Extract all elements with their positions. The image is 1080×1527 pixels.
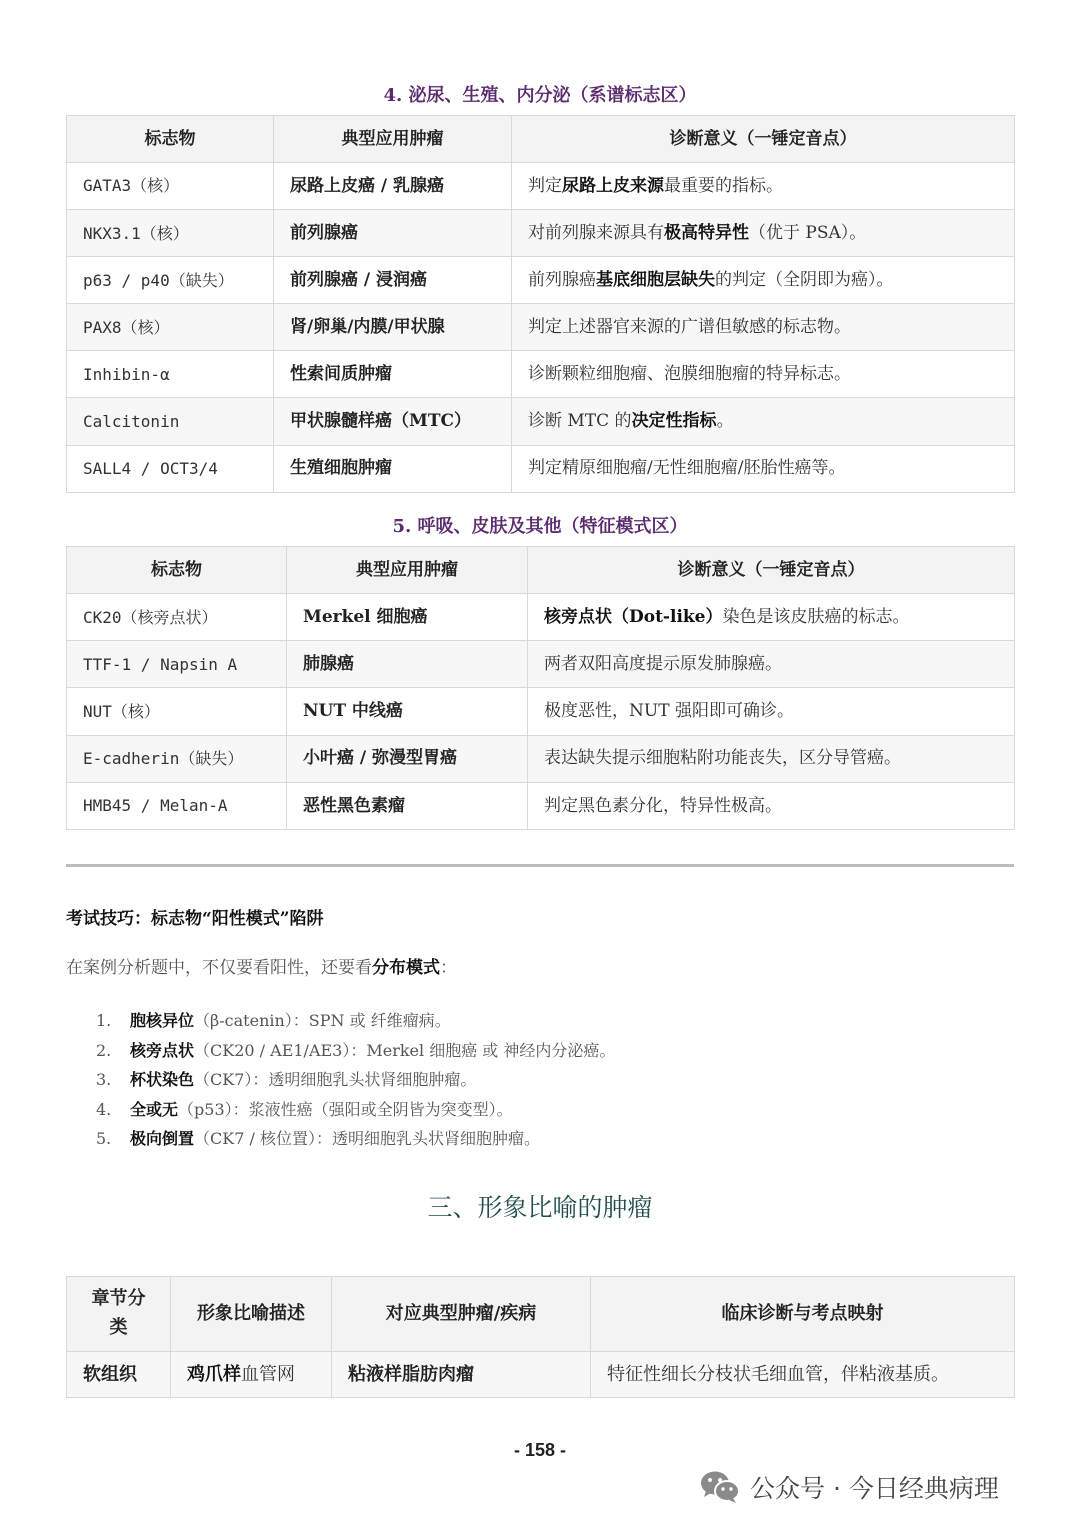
respiratory-skin-marker-table [66,546,1015,830]
marker-cell: Calcitonin [67,398,274,445]
significance-cell [512,398,1015,445]
marker-cell: CK20（核旁点状） [67,594,287,641]
wechat-watermark [700,1467,999,1507]
text-fragment: 染色是该皮肤癌的标志。 [722,606,910,627]
emphasis-text: 鸡爪样 [187,1363,241,1385]
text-fragment: 在案例分析题中，不仅要看阳性，还要看 [66,958,372,978]
text-fragment: 极度恶性，NUT 强阳即可确诊。 [544,701,794,722]
metaphor-tumor-table [66,1276,1015,1398]
list-number: 3. [96,1070,112,1089]
text-fragment: 判定精原细胞瘤/无性细胞瘤/胚胎性癌等。 [528,458,846,479]
table-row [67,641,1015,688]
marker-cell: TTF-1 / Napsin A [67,641,287,688]
marker-cell: PAX8（核） [67,304,274,351]
column-header-significance: 诊断意义（一锤定音点） [512,116,1015,163]
significance-cell [512,445,1015,492]
marker-cell: NUT（核） [67,688,287,735]
emphasis-text: 核旁点状（Dot-like） [544,606,723,627]
list-item [96,1065,615,1095]
list-number: 4. [96,1099,112,1119]
tumor-cell: Merkel 细胞癌 [287,594,528,641]
tumor-cell: 尿路上皮癌 / 乳腺癌 [274,163,512,210]
text-fragment: 前列腺癌 [528,270,596,291]
text-fragment: 的判定（全阴即为癌）。 [715,270,894,291]
text-fragment: 对前列腺来源具有 [528,222,664,243]
list-number: 1. [96,1011,112,1030]
text-fragment: （CK20 / AE1/AE3）：Merkel 细胞癌 或 神经内分泌癌。 [194,1040,616,1060]
tumor-cell: 小叶癌 / 弥漫型胃癌 [287,735,528,782]
chapter-title: 三、形象比喻的肿瘤 [427,1193,653,1222]
metaphor-cell [171,1352,332,1398]
column-header-metaphor: 形象比喻描述 [171,1277,332,1352]
marker-cell: p63 / p40（缺失） [67,257,274,304]
emphasis-text: 核旁点状 [130,1040,195,1060]
table-row [67,398,1015,445]
column-header-marker: 标志物 [67,116,274,163]
column-header-mapping: 临床诊断与考点映射 [591,1277,1015,1352]
page-number: - 158 - [513,1440,567,1460]
tumor-cell: 前列腺癌 [274,210,512,257]
exam-tip-title: 考试技巧：标志物“阳性模式”陷阱 [66,909,324,929]
column-header-marker: 标志物 [67,547,287,594]
table-row [67,163,1015,210]
mapping-cell: 特征性细长分枝状毛细血管，伴粘液基质。 [591,1352,1015,1398]
significance-cell [528,782,1015,829]
tumor-cell: 前列腺癌 / 浸润癌 [274,257,512,304]
emphasis-text: 分布模式 [372,958,440,978]
list-number: 5. [96,1129,112,1148]
exam-tip-intro [66,953,457,978]
text-fragment: 判定上述器官来源的广谱但敏感的标志物。 [528,317,851,338]
column-header-tumor: 典型应用肿瘤 [274,116,512,163]
section4-title: 4. 泌尿、生殖、内分泌（系谱标志区） [383,85,697,106]
list-item [96,1006,615,1036]
emphasis-text: 尿路上皮来源 [562,175,664,196]
text-fragment: 表达缺失提示细胞粘附功能丧失，区分导管癌。 [544,748,901,769]
tumor-cell: 肾/卵巢/内膜/甲状腺 [274,304,512,351]
column-header-significance: 诊断意义（一锤定音点） [528,547,1015,594]
significance-cell [512,257,1015,304]
emphasis-text: 全或无 [130,1099,179,1119]
marker-cell: Inhibin-α [67,351,274,398]
disease-cell: 粘液样脂肪肉瘤 [332,1352,591,1398]
significance-cell [528,641,1015,688]
text-fragment: 判定黑色素分化，特异性极高。 [544,795,782,816]
emphasis-text: 极高特异性 [664,222,749,243]
table-row [67,735,1015,782]
column-header-disease: 对应典型肿瘤/疾病 [332,1277,591,1352]
section-divider [66,864,1014,867]
text-fragment: （CK7）：透明细胞乳头状肾细胞肿瘤。 [194,1070,477,1089]
table-row [67,594,1015,641]
emphasis-text: 极向倒置 [130,1129,195,1148]
emphasis-text: 基底细胞层缺失 [596,270,715,291]
text-fragment: ： [440,958,457,978]
marker-cell: HMB45 / Melan-A [67,782,287,829]
marker-cell: E-cadherin（缺失） [67,735,287,782]
watermark-account-name: 今日经典病理 [848,1474,999,1503]
list-item [96,1095,615,1125]
text-fragment: （p53）：浆液性癌（强阳或全阴皆为突变型）。 [178,1099,513,1119]
emphasis-text: 杯状染色 [130,1070,195,1089]
table-row [67,445,1015,492]
table-row [67,257,1015,304]
table-row [67,304,1015,351]
table-row [67,351,1015,398]
emphasis-text: 决定性指标 [631,411,717,432]
marker-cell: SALL4 / OCT3/4 [67,445,274,492]
significance-cell [512,304,1015,351]
positive-pattern-list [96,1006,615,1154]
tumor-cell: 甲状腺髓样癌（MTC） [274,398,512,445]
table-row [67,1352,1015,1398]
list-number: 2. [96,1040,112,1060]
text-fragment: （β-catenin）：SPN 或 纤维瘤病。 [194,1011,451,1030]
significance-cell [528,735,1015,782]
list-item [96,1124,615,1154]
significance-cell [512,163,1015,210]
table-row [67,782,1015,829]
wechat-icon [700,1470,740,1504]
significance-cell [528,688,1015,735]
tumor-cell: 恶性黑色素瘤 [287,782,528,829]
significance-cell [512,210,1015,257]
table-row [67,688,1015,735]
text-fragment: （优于 PSA）。 [749,222,867,243]
column-header-tumor: 典型应用肿瘤 [287,547,528,594]
column-header-category: 章节分类 [67,1277,171,1352]
urogenital-marker-table [66,115,1015,493]
text-fragment: 最重要的指标。 [664,175,783,196]
marker-cell: NKX3.1（核） [67,210,274,257]
list-item [96,1036,615,1066]
marker-cell: GATA3（核） [67,163,274,210]
emphasis-text: 胞核异位 [130,1011,195,1030]
text-fragment: （CK7 / 核位置）：透明细胞乳头状肾细胞肿瘤。 [194,1129,540,1148]
tumor-cell: 生殖细胞肿瘤 [274,445,512,492]
significance-cell [528,594,1015,641]
text-fragment: 诊断颗粒细胞瘤、泡膜细胞瘤的特异标志。 [528,364,851,385]
text-fragment: 两者双阳高度提示原发肺腺癌。 [544,654,782,675]
text-fragment: 血管网 [241,1363,295,1385]
table-row [67,210,1015,257]
tumor-cell: 肺腺癌 [287,641,528,688]
significance-cell [512,351,1015,398]
category-cell: 软组织 [67,1352,171,1398]
text-fragment: 判定 [528,175,562,196]
text-fragment: 诊断 MTC 的 [528,411,632,432]
watermark-prefix: 公众号 · [750,1474,849,1503]
tumor-cell: NUT 中线癌 [287,688,528,735]
text-fragment: 。 [716,411,734,432]
section5-title: 5. 呼吸、皮肤及其他（特征模式区） [392,516,688,537]
tumor-cell: 性索间质肿瘤 [274,351,512,398]
